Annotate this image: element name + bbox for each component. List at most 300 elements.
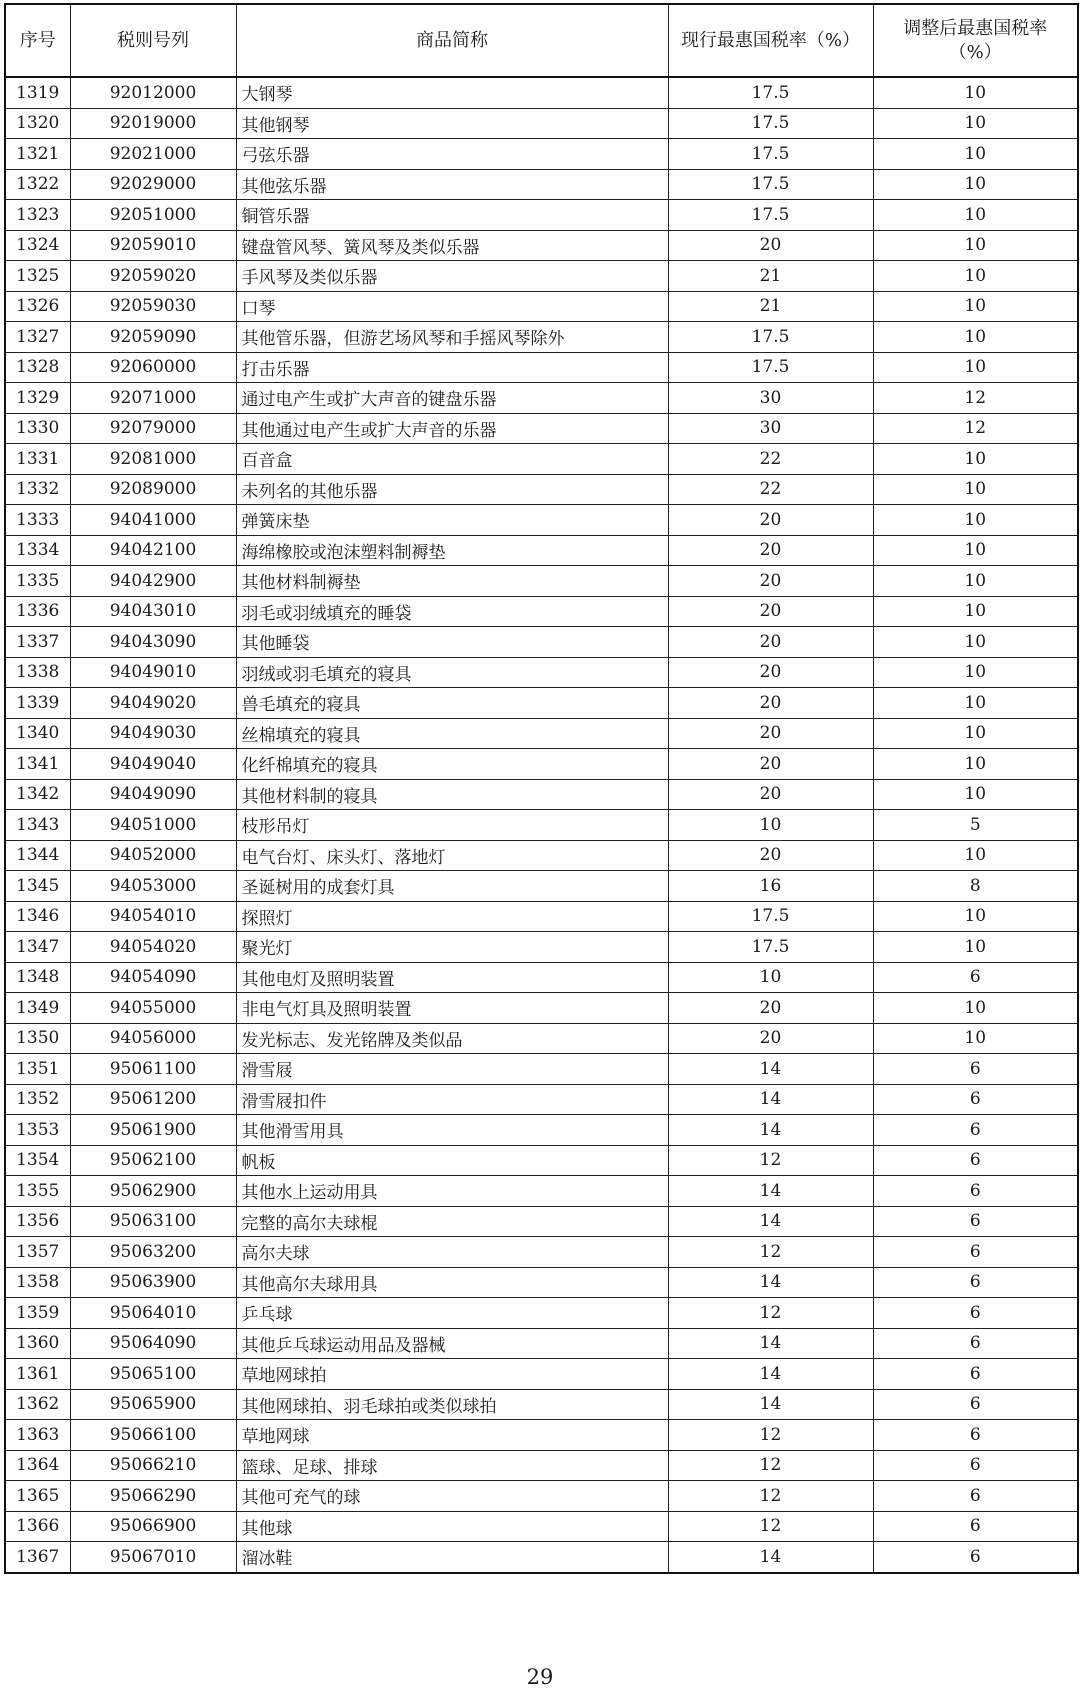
table-row [5, 474, 1078, 505]
current-rate-cell: 12 [668, 1298, 873, 1329]
header-current-rate: 现行最惠国税率（%） [668, 4, 873, 77]
serial-number-cell: 1324 [5, 230, 70, 261]
header-tariff-code: 税则号列 [70, 4, 236, 77]
adjusted-rate-cell: 10 [873, 200, 1078, 231]
adjusted-rate-cell: 6 [873, 962, 1078, 993]
tariff-code-cell: 92071000 [70, 383, 236, 414]
adjusted-rate-cell: 10 [873, 749, 1078, 780]
tariff-code-cell: 92012000 [70, 77, 236, 108]
serial-number-cell: 1319 [5, 77, 70, 108]
serial-number-cell: 1358 [5, 1267, 70, 1298]
serial-number-cell: 1333 [5, 505, 70, 536]
current-rate-cell: 17.5 [668, 139, 873, 170]
current-rate-cell: 14 [668, 1542, 873, 1573]
tariff-code-cell: 94056000 [70, 1023, 236, 1054]
product-name-cell: 枝形吊灯 [236, 810, 668, 841]
adjusted-rate-cell: 12 [873, 413, 1078, 444]
serial-number-cell: 1325 [5, 261, 70, 292]
table-row [5, 627, 1078, 658]
table-row [5, 444, 1078, 475]
adjusted-rate-cell: 10 [873, 932, 1078, 963]
product-name-cell: 化纤棉填充的寝具 [236, 749, 668, 780]
product-name-cell: 草地网球拍 [236, 1359, 668, 1390]
table-row [5, 352, 1078, 383]
tariff-code-cell: 92059030 [70, 291, 236, 322]
adjusted-rate-cell: 10 [873, 505, 1078, 536]
current-rate-cell: 20 [668, 535, 873, 566]
tariff-code-cell: 95062900 [70, 1176, 236, 1207]
current-rate-cell: 16 [668, 871, 873, 902]
product-name-cell: 完整的高尔夫球棍 [236, 1206, 668, 1237]
header-adjusted-rate: 调整后最惠国税率（%） [873, 4, 1078, 77]
adjusted-rate-cell: 10 [873, 1023, 1078, 1054]
adjusted-rate-cell: 10 [873, 657, 1078, 688]
adjusted-rate-cell: 6 [873, 1115, 1078, 1146]
product-name-cell: 铜管乐器 [236, 200, 668, 231]
tariff-code-cell: 92059010 [70, 230, 236, 261]
serial-number-cell: 1323 [5, 200, 70, 231]
product-name-cell: 百音盒 [236, 444, 668, 475]
product-name-cell: 羽毛或羽绒填充的睡袋 [236, 596, 668, 627]
adjusted-rate-cell: 10 [873, 688, 1078, 719]
tariff-code-cell: 94054090 [70, 962, 236, 993]
product-name-cell: 其他水上运动用具 [236, 1176, 668, 1207]
tariff-code-cell: 92059090 [70, 322, 236, 353]
serial-number-cell: 1350 [5, 1023, 70, 1054]
tariff-code-cell: 94049040 [70, 749, 236, 780]
table-row [5, 871, 1078, 902]
serial-number-cell: 1366 [5, 1511, 70, 1542]
table-row [5, 932, 1078, 963]
tariff-code-cell: 92029000 [70, 169, 236, 200]
tariff-code-cell: 94049020 [70, 688, 236, 719]
product-name-cell: 其他可充气的球 [236, 1481, 668, 1512]
serial-number-cell: 1360 [5, 1328, 70, 1359]
adjusted-rate-cell: 10 [873, 474, 1078, 505]
table-row [5, 1237, 1078, 1268]
adjusted-rate-cell: 10 [873, 261, 1078, 292]
adjusted-rate-cell: 10 [873, 291, 1078, 322]
adjusted-rate-cell: 10 [873, 779, 1078, 810]
serial-number-cell: 1336 [5, 596, 70, 627]
current-rate-cell: 21 [668, 291, 873, 322]
serial-number-cell: 1320 [5, 108, 70, 139]
table-row [5, 291, 1078, 322]
adjusted-rate-cell: 6 [873, 1237, 1078, 1268]
serial-number-cell: 1328 [5, 352, 70, 383]
product-name-cell: 海绵橡胶或泡沫塑料制褥垫 [236, 535, 668, 566]
serial-number-cell: 1354 [5, 1145, 70, 1176]
product-name-cell: 其他弦乐器 [236, 169, 668, 200]
table-row [5, 1450, 1078, 1481]
current-rate-cell: 20 [668, 505, 873, 536]
serial-number-cell: 1365 [5, 1481, 70, 1512]
table-row [5, 169, 1078, 200]
table-row [5, 566, 1078, 597]
current-rate-cell: 20 [668, 230, 873, 261]
adjusted-rate-cell: 10 [873, 139, 1078, 170]
tariff-code-cell: 95063900 [70, 1267, 236, 1298]
serial-number-cell: 1342 [5, 779, 70, 810]
current-rate-cell: 17.5 [668, 200, 873, 231]
serial-number-cell: 1334 [5, 535, 70, 566]
current-rate-cell: 14 [668, 1359, 873, 1390]
table-row [5, 77, 1078, 108]
table-row [5, 810, 1078, 841]
product-name-cell: 其他通过电产生或扩大声音的乐器 [236, 413, 668, 444]
tariff-code-cell: 92059020 [70, 261, 236, 292]
product-name-cell: 溜冰鞋 [236, 1542, 668, 1573]
adjusted-rate-cell: 10 [873, 627, 1078, 658]
tariff-code-cell: 95067010 [70, 1542, 236, 1573]
table-row [5, 901, 1078, 932]
current-rate-cell: 17.5 [668, 169, 873, 200]
product-name-cell: 非电气灯具及照明装置 [236, 993, 668, 1024]
serial-number-cell: 1321 [5, 139, 70, 170]
table-row [5, 1542, 1078, 1573]
serial-number-cell: 1335 [5, 566, 70, 597]
product-name-cell: 探照灯 [236, 901, 668, 932]
tariff-code-cell: 95064010 [70, 1298, 236, 1329]
adjusted-rate-cell: 6 [873, 1084, 1078, 1115]
serial-number-cell: 1349 [5, 993, 70, 1024]
product-name-cell: 乒乓球 [236, 1298, 668, 1329]
serial-number-cell: 1341 [5, 749, 70, 780]
table-row [5, 1115, 1078, 1146]
serial-number-cell: 1332 [5, 474, 70, 505]
table-row [5, 1420, 1078, 1451]
serial-number-cell: 1331 [5, 444, 70, 475]
table-row [5, 1023, 1078, 1054]
current-rate-cell: 22 [668, 444, 873, 475]
current-rate-cell: 22 [668, 474, 873, 505]
current-rate-cell: 21 [668, 261, 873, 292]
tariff-code-cell: 94049090 [70, 779, 236, 810]
serial-number-cell: 1326 [5, 291, 70, 322]
current-rate-cell: 10 [668, 962, 873, 993]
serial-number-cell: 1363 [5, 1420, 70, 1451]
product-name-cell: 其他材料制褥垫 [236, 566, 668, 597]
current-rate-cell: 14 [668, 1206, 873, 1237]
adjusted-rate-cell: 12 [873, 383, 1078, 414]
adjusted-rate-cell: 10 [873, 993, 1078, 1024]
serial-number-cell: 1340 [5, 718, 70, 749]
tariff-code-cell: 95063200 [70, 1237, 236, 1268]
table-row [5, 1054, 1078, 1085]
table-row [5, 322, 1078, 353]
adjusted-rate-cell: 6 [873, 1328, 1078, 1359]
adjusted-rate-cell: 6 [873, 1420, 1078, 1451]
tariff-code-cell: 94053000 [70, 871, 236, 902]
table-row [5, 993, 1078, 1024]
adjusted-rate-cell: 10 [873, 322, 1078, 353]
current-rate-cell: 17.5 [668, 932, 873, 963]
adjusted-rate-cell: 8 [873, 871, 1078, 902]
product-name-cell: 滑雪屐 [236, 1054, 668, 1085]
product-name-cell: 高尔夫球 [236, 1237, 668, 1268]
adjusted-rate-cell: 5 [873, 810, 1078, 841]
adjusted-rate-cell: 10 [873, 566, 1078, 597]
table-row [5, 962, 1078, 993]
serial-number-cell: 1364 [5, 1450, 70, 1481]
table-row [5, 108, 1078, 139]
page-number: 29 [526, 1665, 554, 1689]
current-rate-cell: 17.5 [668, 901, 873, 932]
tariff-code-cell: 94049010 [70, 657, 236, 688]
table-row [5, 1481, 1078, 1512]
current-rate-cell: 10 [668, 810, 873, 841]
adjusted-rate-cell: 6 [873, 1206, 1078, 1237]
tariff-code-cell: 95063100 [70, 1206, 236, 1237]
current-rate-cell: 12 [668, 1420, 873, 1451]
table-row [5, 139, 1078, 170]
product-name-cell: 其他材料制的寝具 [236, 779, 668, 810]
adjusted-rate-cell: 6 [873, 1359, 1078, 1390]
table-row [5, 749, 1078, 780]
current-rate-cell: 17.5 [668, 108, 873, 139]
current-rate-cell: 20 [668, 779, 873, 810]
adjusted-rate-cell: 10 [873, 230, 1078, 261]
serial-number-cell: 1337 [5, 627, 70, 658]
product-name-cell: 草地网球 [236, 1420, 668, 1451]
serial-number-cell: 1348 [5, 962, 70, 993]
current-rate-cell: 20 [668, 1023, 873, 1054]
current-rate-cell: 12 [668, 1145, 873, 1176]
adjusted-rate-cell: 10 [873, 718, 1078, 749]
table-row [5, 1328, 1078, 1359]
product-name-cell: 其他电灯及照明装置 [236, 962, 668, 993]
current-rate-cell: 12 [668, 1511, 873, 1542]
product-name-cell: 弹簧床垫 [236, 505, 668, 536]
product-name-cell: 聚光灯 [236, 932, 668, 963]
current-rate-cell: 17.5 [668, 352, 873, 383]
tariff-code-cell: 92081000 [70, 444, 236, 475]
tariff-code-cell: 94042100 [70, 535, 236, 566]
table-row [5, 413, 1078, 444]
tariff-code-cell: 94052000 [70, 840, 236, 871]
serial-number-cell: 1322 [5, 169, 70, 200]
adjusted-rate-cell: 10 [873, 596, 1078, 627]
product-name-cell: 其他管乐器，但游艺场风琴和手摇风琴除外 [236, 322, 668, 353]
adjusted-rate-cell: 10 [873, 901, 1078, 932]
adjusted-rate-cell: 6 [873, 1481, 1078, 1512]
tariff-code-cell: 95066290 [70, 1481, 236, 1512]
table-row [5, 718, 1078, 749]
table-row [5, 230, 1078, 261]
current-rate-cell: 30 [668, 383, 873, 414]
serial-number-cell: 1343 [5, 810, 70, 841]
table-row [5, 657, 1078, 688]
tariff-code-cell: 95065900 [70, 1389, 236, 1420]
table-row [5, 596, 1078, 627]
tariff-code-cell: 92021000 [70, 139, 236, 170]
serial-number-cell: 1355 [5, 1176, 70, 1207]
serial-number-cell: 1361 [5, 1359, 70, 1390]
table-row [5, 383, 1078, 414]
tariff-code-cell: 94054020 [70, 932, 236, 963]
adjusted-rate-cell: 6 [873, 1176, 1078, 1207]
current-rate-cell: 30 [668, 413, 873, 444]
serial-number-cell: 1339 [5, 688, 70, 719]
adjusted-rate-cell: 6 [873, 1542, 1078, 1573]
tariff-code-cell: 92060000 [70, 352, 236, 383]
product-name-cell: 丝棉填充的寝具 [236, 718, 668, 749]
product-name-cell: 通过电产生或扩大声音的键盘乐器 [236, 383, 668, 414]
tariff-code-cell: 94042900 [70, 566, 236, 597]
table-row [5, 1511, 1078, 1542]
adjusted-rate-cell: 10 [873, 169, 1078, 200]
product-name-cell: 帆板 [236, 1145, 668, 1176]
adjusted-rate-cell: 10 [873, 108, 1078, 139]
current-rate-cell: 20 [668, 718, 873, 749]
serial-number-cell: 1356 [5, 1206, 70, 1237]
serial-number-cell: 1344 [5, 840, 70, 871]
adjusted-rate-cell: 6 [873, 1511, 1078, 1542]
tariff-code-cell: 95062100 [70, 1145, 236, 1176]
current-rate-cell: 20 [668, 657, 873, 688]
adjusted-rate-cell: 6 [873, 1054, 1078, 1085]
table-row [5, 1206, 1078, 1237]
tariff-code-cell: 94051000 [70, 810, 236, 841]
serial-number-cell: 1346 [5, 901, 70, 932]
adjusted-rate-cell: 6 [873, 1389, 1078, 1420]
serial-number-cell: 1357 [5, 1237, 70, 1268]
table-row [5, 779, 1078, 810]
current-rate-cell: 20 [668, 566, 873, 597]
serial-number-cell: 1327 [5, 322, 70, 353]
current-rate-cell: 14 [668, 1115, 873, 1146]
current-rate-cell: 14 [668, 1267, 873, 1298]
tariff-code-cell: 92089000 [70, 474, 236, 505]
tariff-code-cell: 95066900 [70, 1511, 236, 1542]
tariff-code-cell: 95066100 [70, 1420, 236, 1451]
product-name-cell: 其他滑雪用具 [236, 1115, 668, 1146]
table-body [5, 77, 1078, 1573]
serial-number-cell: 1362 [5, 1389, 70, 1420]
current-rate-cell: 20 [668, 688, 873, 719]
tariff-code-cell: 95061200 [70, 1084, 236, 1115]
product-name-cell: 大钢琴 [236, 77, 668, 108]
tariff-code-cell: 94049030 [70, 718, 236, 749]
table-row [5, 1389, 1078, 1420]
product-name-cell: 口琴 [236, 291, 668, 322]
serial-number-cell: 1345 [5, 871, 70, 902]
serial-number-cell: 1353 [5, 1115, 70, 1146]
table-row [5, 1298, 1078, 1329]
table-row [5, 840, 1078, 871]
product-name-cell: 手风琴及类似乐器 [236, 261, 668, 292]
product-name-cell: 圣诞树用的成套灯具 [236, 871, 668, 902]
tariff-table [4, 3, 1079, 1574]
current-rate-cell: 14 [668, 1054, 873, 1085]
current-rate-cell: 20 [668, 840, 873, 871]
product-name-cell: 兽毛填充的寝具 [236, 688, 668, 719]
adjusted-rate-cell: 10 [873, 352, 1078, 383]
product-name-cell: 键盘管风琴、簧风琴及类似乐器 [236, 230, 668, 261]
tariff-code-cell: 95061900 [70, 1115, 236, 1146]
table-row [5, 261, 1078, 292]
table-row [5, 688, 1078, 719]
product-name-cell: 打击乐器 [236, 352, 668, 383]
adjusted-rate-cell: 10 [873, 444, 1078, 475]
product-name-cell: 发光标志、发光铭牌及类似品 [236, 1023, 668, 1054]
product-name-cell: 其他钢琴 [236, 108, 668, 139]
header-row [5, 4, 1078, 77]
current-rate-cell: 12 [668, 1481, 873, 1512]
tariff-code-cell: 92051000 [70, 200, 236, 231]
serial-number-cell: 1330 [5, 413, 70, 444]
tariff-code-cell: 92019000 [70, 108, 236, 139]
adjusted-rate-cell: 10 [873, 840, 1078, 871]
table-row [5, 1145, 1078, 1176]
tariff-code-cell: 95065100 [70, 1359, 236, 1390]
product-name-cell: 其他睡袋 [236, 627, 668, 658]
current-rate-cell: 20 [668, 993, 873, 1024]
tariff-code-cell: 94055000 [70, 993, 236, 1024]
serial-number-cell: 1338 [5, 657, 70, 688]
product-name-cell: 篮球、足球、排球 [236, 1450, 668, 1481]
current-rate-cell: 17.5 [668, 322, 873, 353]
adjusted-rate-cell: 10 [873, 77, 1078, 108]
tariff-code-cell: 94054010 [70, 901, 236, 932]
current-rate-cell: 14 [668, 1328, 873, 1359]
serial-number-cell: 1347 [5, 932, 70, 963]
table-row [5, 535, 1078, 566]
tariff-code-cell: 94043010 [70, 596, 236, 627]
tariff-code-cell: 95066210 [70, 1450, 236, 1481]
current-rate-cell: 12 [668, 1237, 873, 1268]
product-name-cell: 电气台灯、床头灯、落地灯 [236, 840, 668, 871]
table-row [5, 200, 1078, 231]
table-row [5, 505, 1078, 536]
tariff-code-cell: 95064090 [70, 1328, 236, 1359]
product-name-cell: 弓弦乐器 [236, 139, 668, 170]
header-product-name: 商品简称 [236, 4, 668, 77]
product-name-cell: 其他乒乓球运动用品及器械 [236, 1328, 668, 1359]
product-name-cell: 其他球 [236, 1511, 668, 1542]
product-name-cell: 羽绒或羽毛填充的寝具 [236, 657, 668, 688]
current-rate-cell: 14 [668, 1176, 873, 1207]
product-name-cell: 未列名的其他乐器 [236, 474, 668, 505]
current-rate-cell: 20 [668, 596, 873, 627]
current-rate-cell: 20 [668, 749, 873, 780]
current-rate-cell: 17.5 [668, 77, 873, 108]
adjusted-rate-cell: 6 [873, 1145, 1078, 1176]
serial-number-cell: 1352 [5, 1084, 70, 1115]
tariff-code-cell: 94041000 [70, 505, 236, 536]
serial-number-cell: 1359 [5, 1298, 70, 1329]
serial-number-cell: 1351 [5, 1054, 70, 1085]
product-name-cell: 其他高尔夫球用具 [236, 1267, 668, 1298]
product-name-cell: 滑雪屐扣件 [236, 1084, 668, 1115]
adjusted-rate-cell: 6 [873, 1450, 1078, 1481]
tariff-code-cell: 92079000 [70, 413, 236, 444]
table-row [5, 1267, 1078, 1298]
header-serial-number: 序号 [5, 4, 70, 77]
table-row [5, 1176, 1078, 1207]
serial-number-cell: 1329 [5, 383, 70, 414]
product-name-cell: 其他网球拍、羽毛球拍或类似球拍 [236, 1389, 668, 1420]
tariff-code-cell: 95061100 [70, 1054, 236, 1085]
table-row [5, 1359, 1078, 1390]
current-rate-cell: 12 [668, 1450, 873, 1481]
tariff-code-cell: 94043090 [70, 627, 236, 658]
serial-number-cell: 1367 [5, 1542, 70, 1573]
current-rate-cell: 20 [668, 627, 873, 658]
table-row [5, 1084, 1078, 1115]
adjusted-rate-cell: 10 [873, 535, 1078, 566]
adjusted-rate-cell: 6 [873, 1267, 1078, 1298]
